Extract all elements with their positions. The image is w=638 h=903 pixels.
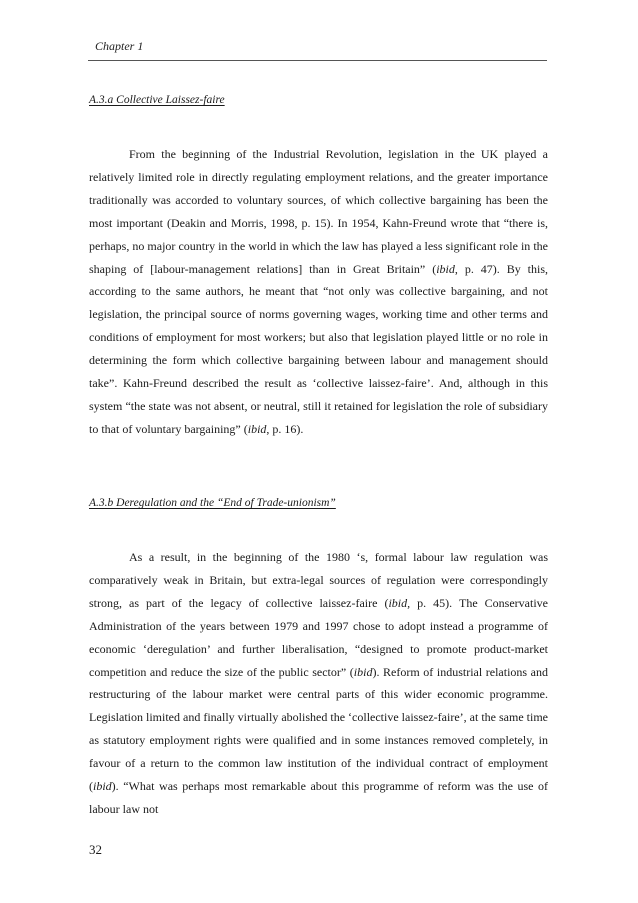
paragraph-text: As a result, in the beginning of the 1980 ‘s, formal labour law regulation was comparatively weak in Britain, but extra-legal sources of regulation were correspondingly strong, as part of the legacy of collective laissez-faire ( bbox=[89, 550, 548, 610]
paragraph-text: p. 45). The Conservative Administration of the years between 1979 and 1997 chose to adopt instead a programme of economic ‘deregulation’ and further liberalisation, “designed to promote product-market competition and reduce the size of the public sector” ( bbox=[89, 595, 548, 679]
header-rule bbox=[88, 60, 547, 61]
citation-ibid: ibid bbox=[353, 664, 373, 679]
citation-ibid: ibid bbox=[247, 421, 267, 436]
body-paragraph bbox=[89, 143, 548, 441]
section-heading-deregulation: A.3.b Deregulation and the “End of Trade-unionism” bbox=[89, 497, 336, 509]
citation-ibid: ibid bbox=[436, 261, 455, 276]
paragraph-text: ). Reform of industrial relations and restructuring of the labour market were central parts of this wider economic programme. Legislation limited and finally virtually abolished the ‘collective laissez-faire’, at the same time as statutory employment rights were qualified and in some instances removed completely, in favour of a return to the common law institution of the individual contract of employment ( bbox=[89, 664, 548, 794]
page-number: 32 bbox=[89, 842, 102, 857]
running-header: Chapter 1 bbox=[95, 39, 144, 53]
paragraph-text: , p. 16). bbox=[266, 421, 304, 436]
paragraph-text: ). “What was perhaps most remarkable about this programme of reform was the use of labour law not bbox=[89, 779, 548, 816]
citation-ibid: ibid, bbox=[388, 595, 411, 610]
citation-ibid: ibid bbox=[93, 779, 112, 794]
paragraph-text: , p. 47). By this, according to the same authors, he meant that “not only was collective bargaining, and not legislation, the principal source of norms governing wages, working time and other terms and conditions of employment for most workers; but also that legislation played little or no role in determining the form which collective bargaining between labour and management should take”. Kahn-Freund described the result as ‘collective laissez-faire’. And, although in this system “the state was not absent, or neutral, still it retained for legislation the role of subsidiary to that of voluntary bargaining” ( bbox=[89, 261, 548, 436]
section-heading-collective-laissez-faire: A.3.a Collective Laissez-faire bbox=[89, 94, 225, 106]
body-paragraph bbox=[89, 546, 548, 821]
paragraph-text: From the beginning of the Industrial Revolution, legislation in the UK played a relatively limited role in directly regulating employment relations, and the greater importance traditionally was accorded to voluntary sources, of which collective bargaining has been the most important (Deakin and Morris, 1998, p. 15). In 1954, Kahn-Freund wrote that “there is, perhaps, no major country in the world in which the law has played a less significant role in the shaping of [labour-management relations] than in Great Britain” ( bbox=[89, 147, 548, 276]
